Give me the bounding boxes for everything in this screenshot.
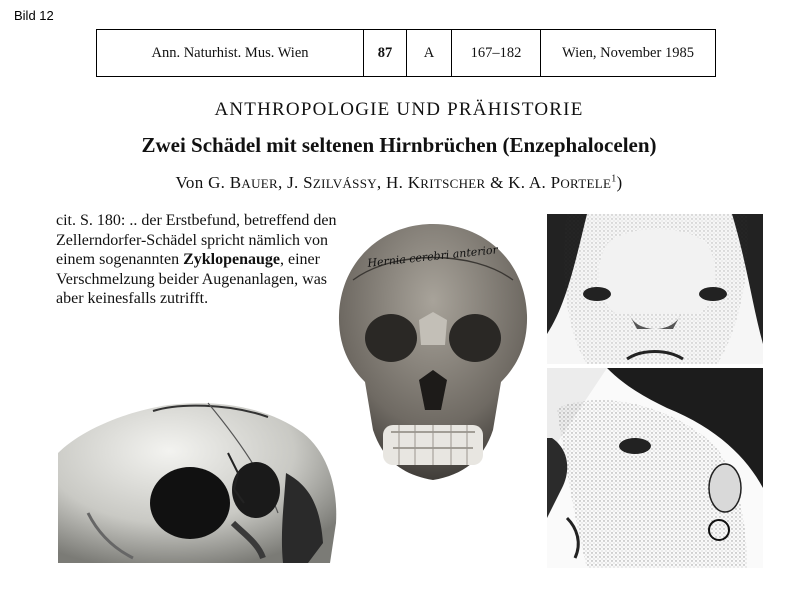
author-smallcaps: ZILVÁSSY	[312, 176, 377, 191]
slide-label: Bild 12	[14, 8, 54, 23]
author-separator: & K. A.	[485, 173, 551, 192]
journal-name: Ann. Naturhist. Mus. Wien	[97, 30, 364, 76]
author-smallcaps: AUER	[241, 176, 278, 191]
author-smallcaps: ORTELE	[560, 176, 612, 191]
quote-text-start: cit. S. 180: .. der Erstbefund, betreffend den Zellerndorfer-Schädel spricht nämlich von einem sogenannten	[56, 212, 337, 268]
author-initial: B	[229, 173, 242, 192]
author-line	[0, 173, 798, 193]
quote-text-end: , einer Verschmelzung beider Augenanlagen, was aber keinesfalls zutrifft.	[56, 251, 328, 307]
author-smallcaps: RITSCHER	[420, 176, 486, 191]
section-title: ANTHROPOLOGIE UND PRÄHISTORIE	[214, 99, 584, 120]
skull-front-photo	[333, 220, 533, 492]
author-suffix: )	[616, 173, 623, 192]
skull-side-photo	[58, 393, 338, 563]
journal-reference-table	[96, 29, 716, 77]
journal-pages: 167–182	[452, 30, 541, 76]
citation-quote	[56, 211, 356, 309]
encephalocele-profile-illustration	[547, 368, 763, 568]
journal-volume: 87	[364, 30, 407, 76]
journal-series: A	[407, 30, 452, 76]
author-prefix: Von G.	[175, 173, 230, 192]
author-initial: K	[407, 173, 421, 192]
author-initial: P	[550, 173, 561, 192]
author-initial: S	[303, 173, 313, 192]
paper-title: Zwei Schädel mit seltenen Hirnbrüchen (Enzephalocelen)	[141, 133, 657, 157]
quote-bold-term: Zyklopenauge	[183, 251, 280, 268]
author-separator: , H.	[376, 173, 408, 192]
author-separator: , J.	[277, 173, 304, 192]
journal-date: Wien, November 1985	[562, 44, 694, 61]
skull-inscription: Hernia cerebri anterior	[366, 243, 499, 270]
encephalocele-face-illustration	[547, 214, 763, 364]
author-footnote-mark: 1	[611, 173, 617, 185]
